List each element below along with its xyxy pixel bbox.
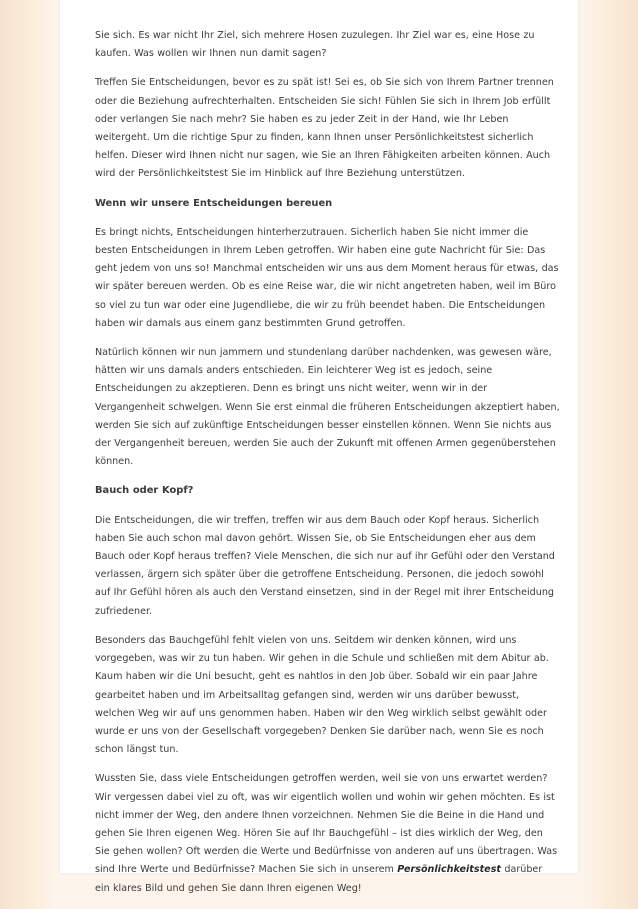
document-page [60, 0, 578, 894]
paragraph-own-way-end: darüber ein klares Bild und gehen Sie dann Ihren eigenen Weg! [95, 864, 543, 894]
paragraph-gut-feeling: Besonders das Bauchgefühl fehlt vielen von uns. Seitdem wir denken können, wird uns vorgegeben, was wir zu tun haben. Wir gehen in die Schule und schließen mit dem Abitur ab. Kaum haben wir die Uni besucht, geht es nahtlos in den Job über. Sobald wir ein paar Jahre gearbeitet haben und im Arbeitsalltag gefangen sind, werden wir uns darüber bewusst, welchen Weg wir auf uns genommen haben. Haben wir den Weg wirklich selbst gewählt oder wurde er uns von der Gesellschaft vorgegeben? Denken Sie darüber nach, wenn Sie es noch schon längst tun. [95, 634, 549, 756]
paragraph-own-way-text: Wussten Sie, dass viele Entscheidungen getroffen werden, weil sie von uns erwartet werden? Wir vergessen dabei viel zu oft, was wir eigentlich wollen und wohin wir gehen möchten. Es ist nicht immer der Weg, den andere Ihnen vorzeichnen. Nehmen Sie die Beine in die Hand und gehen Sie Ihren eigenen Weg. Hören Sie auf Ihr Bauchgefühl – ist dies wirklich der Weg, den Sie gehen wollen? Oft werden die Werte und Bedürfnisse von anderen auf uns übertragen. Was sind Ihre Werte und Bedürfnisse? Machen Sie sich in unserem [95, 773, 558, 876]
paragraph-gut-or-head: Die Entscheidungen, die wir treffen, treffen wir aus dem Bauch oder Kopf heraus. Sicherlich haben Sie auch schon mal davon gehört. Wissen Sie, ob Sie Entscheidungen eher aus dem Bauch oder Kopf heraus treffen? Viele Menschen, die sich nur auf ihr Gefühl oder den Verstand verlassen, ärgern sich später über die getroffene Entscheidung. Personen, die jedoch sowohl auf Ihr Gefühl hören als auch den Verstand einsetzen, sind in der Regel mit ihrer Entscheidung zufriedener. [95, 514, 555, 617]
paragraph-make-decisions: Treffen Sie Entscheidungen, bevor es zu spät ist! Sei es, ob Sie sich von Ihrem Partner trennen oder die Beziehung aufrechterhalten. Entscheiden Sie sich! Fühlen Sie sich in Ihrem Job erfüllt oder verlangen Sie nach mehr? Sie haben es zu jeder Zeit in der Hand, wie Ihr Leben weitergeht. Um die richtige Spur zu finden, kann Ihnen unser Persönlichkeitstest sicherlich helfen. Dieser wird Ihnen nicht nur sagen, wie Sie an Ihren Fähigkeiten arbeiten können. Auch wird der Persönlichkeitstest Sie im Hinblick auf Ihre Beziehung unterstützen. [95, 77, 554, 180]
paragraph-own-way [95, 770, 560, 897]
article-body [95, 27, 560, 909]
paragraph-no-regret: Es bringt nichts, Entscheidungen hinterherzutrauen. Sicherlich haben Sie nicht immer die besten Entscheidungen in Ihrem Leben getroffen. Wir haben eine gute Nachricht für Sie: Das geht jedem von uns so! Manchmal entscheiden wir uns aus dem Moment heraus für etwas, das wir später bereuen werden. Ob es eine Reise war, die wir nicht angetreten haben, weil im Büro so viel zu tun war oder eine Jugendliebe, die wir zu früh beendet haben. Die Entscheidungen haben wir damals aus einem ganz bestimmten Grund getroffen. [95, 226, 559, 329]
personality-test-link[interactable]: Persönlichkeitstest [397, 864, 501, 876]
paragraph-accept-decisions: Natürlich können wir nun jammern und stundenlang darüber nachdenken, was gewesen wäre, hätten wir uns damals anders entschieden. Ein leichterer Weg ist es jedoch, seine Entscheidungen zu akzeptieren. Denn es bringt uns nicht weiter, wenn wir in der Vergangenheit schwelgen. Wenn Sie erst einmal die früheren Entscheidungen akzeptiert haben, werden Sie sich auf zukünftige Entscheidungen besser einstellen können. Wenn Sie nichts aus der Vergangenheit bereuen, werden Sie auch der Zukunft mit offenen Armen gegenüberstehen können. [95, 347, 560, 468]
heading-gut-or-head: Bauch oder Kopf? [95, 485, 194, 497]
heading-regret-decisions: Wenn wir unsere Entscheidungen bereuen [95, 197, 333, 209]
paragraph-intro-end: Sie sich. Es war nicht Ihr Ziel, sich mehrere Hosen zuzulegen. Ihr Ziel war es, eine Hose zu kaufen. Was wollen wir Ihnen nun damit sagen? [95, 30, 535, 60]
